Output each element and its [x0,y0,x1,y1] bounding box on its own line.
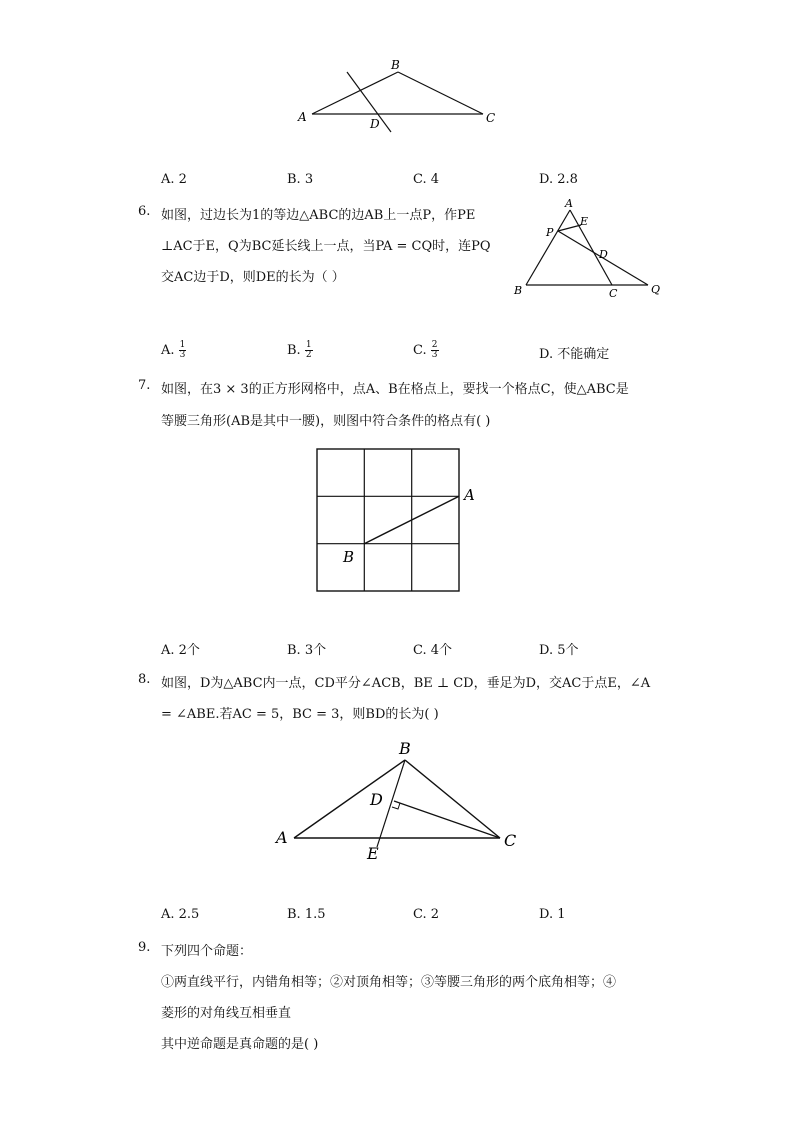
q8-triangle-figure [270,735,530,865]
fig-label-C: C [486,111,496,125]
fig-label-B: B [391,58,400,72]
q5-option-c: C. 4 [413,172,440,187]
q8-text-line-1: 如图，D为△ABC内一点，CD平分∠ACB，BE ⊥ CD，垂足为D，交AC于点E，∠A [161,676,651,691]
q9-number: 9. [138,940,151,955]
q6-fig-label-P: P [546,226,554,239]
q7-fig-label-B: B [343,548,355,566]
q7-text-line-1: 如图，在3 × 3的正方形网格中，点A、B在格点上，要找一个格点C，使△ABC是 [161,382,629,397]
q7-option-b: B. 3个 [287,643,327,658]
top-triangle-figure [290,55,510,135]
q6-fig-label-D: D [599,248,608,261]
q8-number: 8. [138,672,151,687]
q9-text-line-1: ①两直线平行，内错角相等；②对顶角相等；③等腰三角形的两个底角相等；④ [161,975,617,990]
fraction: $\frac{1}{2}$ [305,340,312,360]
q8-option-c: C. 2 [413,907,440,922]
q8-fig-label-D: D [370,790,383,809]
q6-number: 6. [138,204,151,219]
q8-fig-label-A: A [276,828,288,847]
q7-option-a: A. 2个 [161,643,200,658]
fig-label-D: D [370,117,380,131]
q8-text-line-2: = ∠ABE.若AC = 5，BC = 3，则BD的长为( ) [161,707,439,722]
fraction: $\frac{1}{3}$ [179,340,186,360]
q7-grid-figure [310,442,490,598]
q7-text-line-2: 等腰三角形(AB是其中一腰)，则图中符合条件的格点有( ) [161,414,491,429]
q6-text-line-3: 交AC边于D，则DE的长为（ ） [161,270,345,285]
q6-option-c: C. $\frac{2}{3}$ [413,340,438,360]
fig-label-A: A [298,110,307,124]
q8-fig-label-B: B [399,739,411,758]
q9-text-line-3: 其中逆命题是真命题的是( ) [161,1037,319,1052]
q7-option-c: C. 4个 [413,643,453,658]
q6-fig-label-Q: Q [651,283,661,296]
q6-figure [508,195,673,305]
q9-text-line-2: 菱形的对角线互相垂直 [161,1006,292,1021]
q6-fig-label-B: B [514,284,523,297]
q5-option-b: B. 3 [287,172,314,187]
q6-option-a: A. $\frac{1}{3}$ [161,340,186,360]
q8-option-d: D. 1 [539,907,566,922]
q6-option-d: D. 不能确定 [539,347,610,362]
q8-fig-label-E: E [367,844,379,863]
fraction: $\frac{2}{3}$ [431,340,438,360]
q5-option-d: D. 2.8 [539,172,578,187]
q6-text-line-1: 如图，过边长为1的等边△ABC的边AB上一点P，作PE [161,208,476,223]
q6-text-line-2: ⊥AC于E，Q为BC延长线上一点，当PA = CQ时，连PQ [161,239,491,254]
q6-option-b: B. $\frac{1}{2}$ [287,340,312,360]
q6-fig-label-E: E [580,215,589,228]
q8-option-a: A. 2.5 [161,907,200,922]
q8-option-b: B. 1.5 [287,907,326,922]
q9-intro: 下列四个命题： [161,944,253,959]
q7-option-d: D. 5个 [539,643,579,658]
q6-fig-label-C: C [609,287,618,300]
q7-number: 7. [138,378,151,393]
q6-fig-label-A: A [565,197,573,210]
q7-fig-label-A: A [464,486,475,504]
q5-option-a: A. 2 [161,172,187,187]
q8-fig-label-C: C [504,831,517,850]
